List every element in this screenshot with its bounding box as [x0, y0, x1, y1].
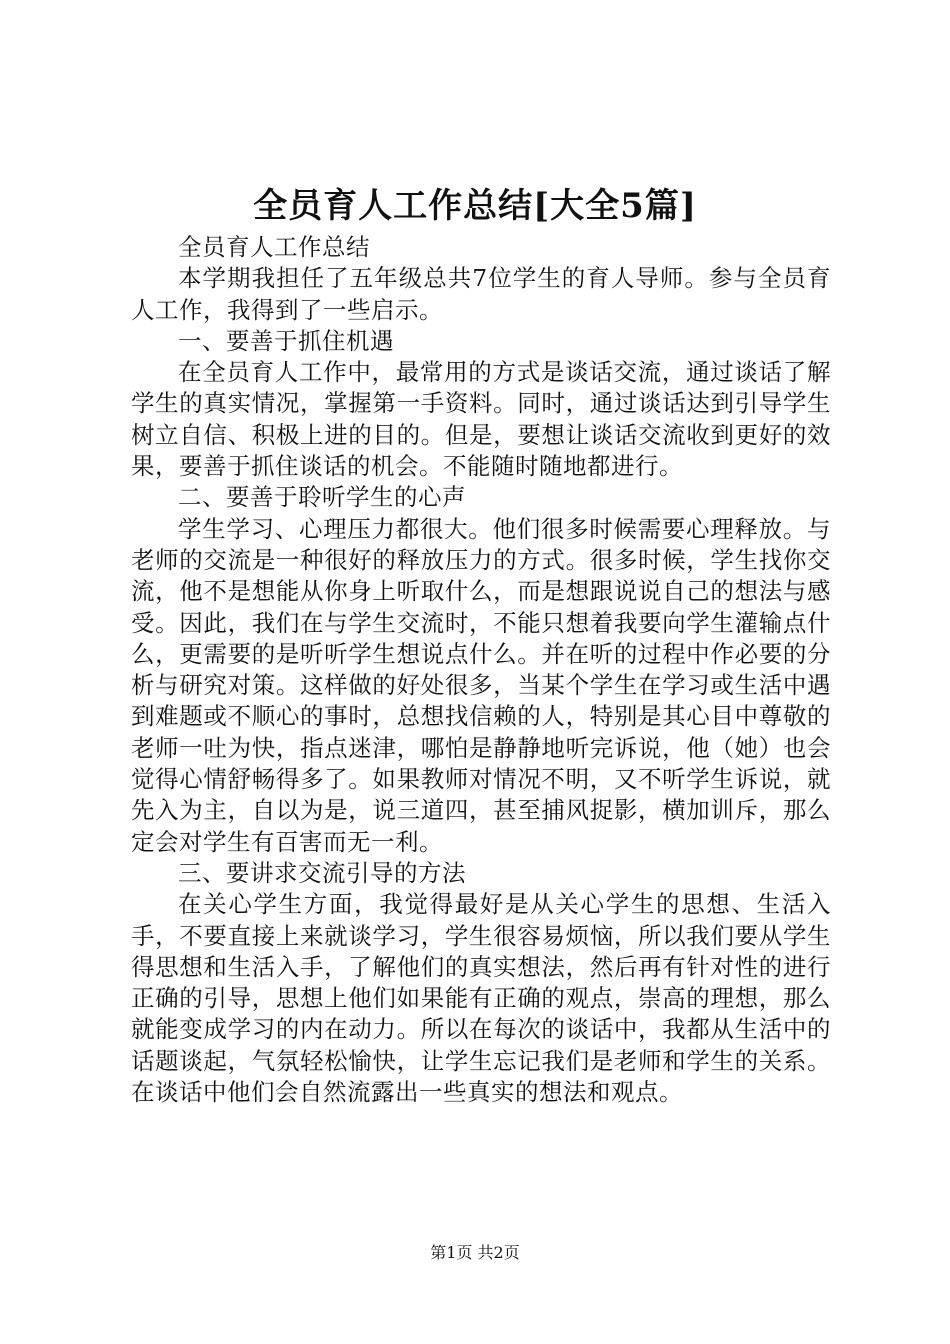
section-3-paragraph: 在关心学生方面，我觉得最好是从关心学生的思想、生活入手，不要直接上来就谈学习，学生很容易烦恼，所以我们要从学生得思想和生活入手，了解他们的真实想法，然后再有针对性的进行正确的引导，思想上他们如果能有正确的观点，崇高的理想，那么就能变成学习的内在动力。所以在每次的谈话中，我都从生活中的话题谈起，气氛轻松愉快，让学生忘记我们是老师和学生的关系。在谈话中他们会自然流露出一些真实的想法和观点。	[131, 890, 831, 1107]
page-footer: 第1页 共2页	[430, 1243, 520, 1262]
section-heading-2: 二、要善于聆听学生的心声	[178, 483, 466, 512]
document-title: 全员育人工作总结[大全5篇]	[253, 186, 697, 226]
document-body	[131, 232, 831, 1108]
subtitle-paragraph: 全员育人工作总结	[178, 233, 370, 261]
section-heading-3: 三、要讲求交流引导的方法	[178, 858, 466, 887]
section-heading-1: 一、要善于抓住机遇	[178, 326, 394, 355]
intro-paragraph: 本学期我担任了五年级总共7位学生的育人导师。参与全员育人工作，我得到了一些启示。	[131, 264, 831, 324]
section-1-paragraph: 在全员育人工作中，最常用的方式是谈话交流，通过谈话了解学生的真实情况，掌握第一手资料。同时，通过谈话达到引导学生树立自信、积极上进的目的。但是，要想让谈话交流收到更好的效果，要善于抓住谈话的机会。不能随时随地都进行。	[131, 358, 831, 481]
section-2-paragraph: 学生学习、心理压力都很大。他们很多时候需要心理释放。与老师的交流是一种很好的释放压力的方式。很多时候，学生找你交流，他不是想能从你身上听取什么，而是想跟说说自己的想法与感受。因此，我们在与学生交流时，不能只想着我要向学生灌输点什么，更需要的是听听学生想说点什么。并在听的过程中作必要的分析与研究对策。这样做的好处很多，当某个学生在学习或生活中遇到难题或不顺心的事时，总想找信赖的人，特别是其心目中尊敬的老师一吐为快，指点迷津，哪怕是静静地听完诉说，他（她）也会觉得心情舒畅得多了。如果教师对情况不明，又不听学生诉说，就先入为主，自以为是，说三道四，甚至捕风捉影，横加训斥，那么定会对学生有百害而无一利。	[131, 514, 831, 856]
